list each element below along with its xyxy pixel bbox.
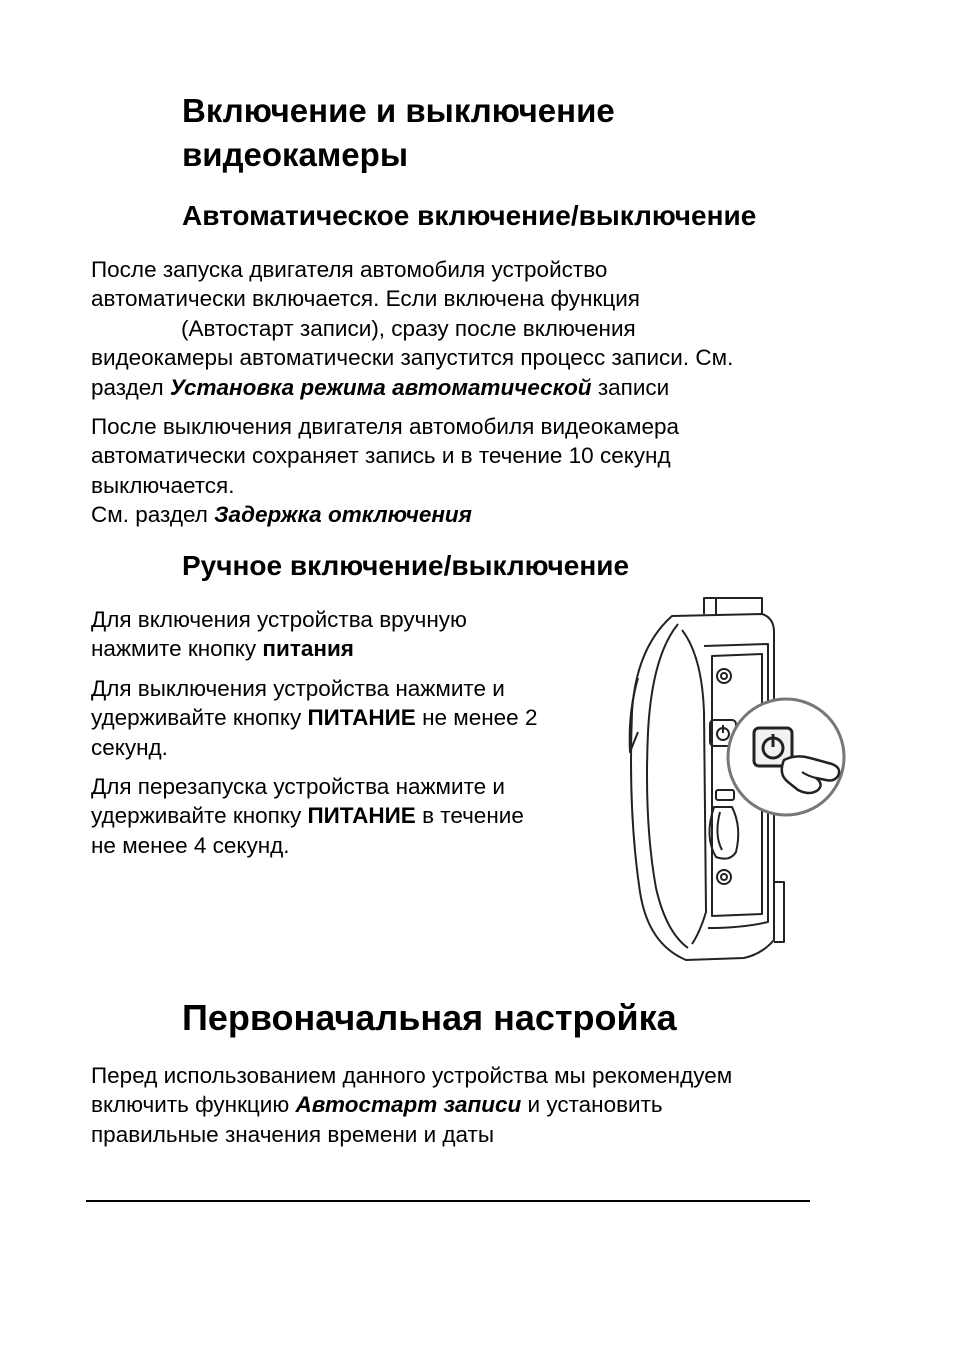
dashcam-power-button-illustration — [612, 592, 856, 970]
text-line: После запуска двигателя автомобиля устройство — [91, 257, 608, 282]
text-line: автоматически включается. Если включена функция — [91, 286, 640, 312]
power-keyword: питания — [262, 636, 354, 662]
text-line: Для перезапуска устройства нажмите и — [91, 774, 505, 799]
text-line: секунд. — [91, 734, 168, 760]
text-line: и установить — [521, 1092, 663, 1118]
text-line: правильные значения времени и даты — [91, 1121, 495, 1147]
auto-power-heading: Автоматическое включение/выключение — [182, 200, 757, 231]
text-line: автоматически сохраняет запись и в течение 10 секунд — [91, 443, 671, 469]
text-line: не менее 4 секунд. — [91, 832, 290, 858]
text-line: записи — [591, 374, 670, 400]
text-line: видеокамеры автоматически запустится процесс записи. См. — [91, 345, 734, 371]
section-title-line-1: Включение и выключение — [182, 92, 615, 129]
manual-power-paragraph-2 — [91, 674, 537, 762]
manual-power-paragraph-3 — [91, 772, 524, 860]
initial-setup-paragraph — [91, 1061, 732, 1149]
initial-setup-heading: Первоначальная настройка — [182, 997, 677, 1038]
text-line: в течение — [415, 803, 524, 829]
footer-divider — [86, 1200, 810, 1202]
text-line: См. раздел — [91, 502, 215, 528]
text-line: раздел — [91, 374, 170, 400]
section-title — [182, 89, 615, 177]
section-title-line-2: видеокамеры — [182, 136, 409, 173]
auto-power-paragraph-2 — [91, 412, 679, 530]
text-line: включить функцию — [91, 1092, 296, 1118]
auto-power-paragraph-1 — [91, 255, 733, 402]
auto-record-start-link[interactable]: Автостарт записи — [295, 1092, 522, 1118]
text-line: Для включения устройства вручную — [91, 607, 467, 632]
auto-record-mode-link[interactable]: Установка режима автоматической — [169, 374, 592, 400]
text-line: не менее 2 — [415, 705, 538, 731]
text-line: Для выключения устройства нажмите и — [91, 676, 505, 701]
manual-power-heading: Ручное включение/выключение — [182, 550, 630, 581]
text-line: нажмите кнопку — [91, 636, 263, 662]
power-keyword: ПИТАНИЕ — [307, 803, 416, 829]
text-line: выключается. — [91, 472, 235, 498]
power-keyword: ПИТАНИЕ — [307, 705, 416, 731]
manual-power-paragraph-1 — [91, 605, 467, 664]
text-line: удерживайте кнопку — [91, 803, 308, 829]
text-line: удерживайте кнопку — [91, 705, 308, 731]
text-line: После выключения двигателя автомобиля видеокамера — [91, 414, 680, 439]
shutdown-delay-link[interactable]: Задержка отключения — [214, 502, 472, 528]
text-line: Перед использованием данного устройства мы рекомендуем — [91, 1063, 733, 1088]
text-line: (Автостарт записи), сразу после включения — [181, 315, 636, 341]
